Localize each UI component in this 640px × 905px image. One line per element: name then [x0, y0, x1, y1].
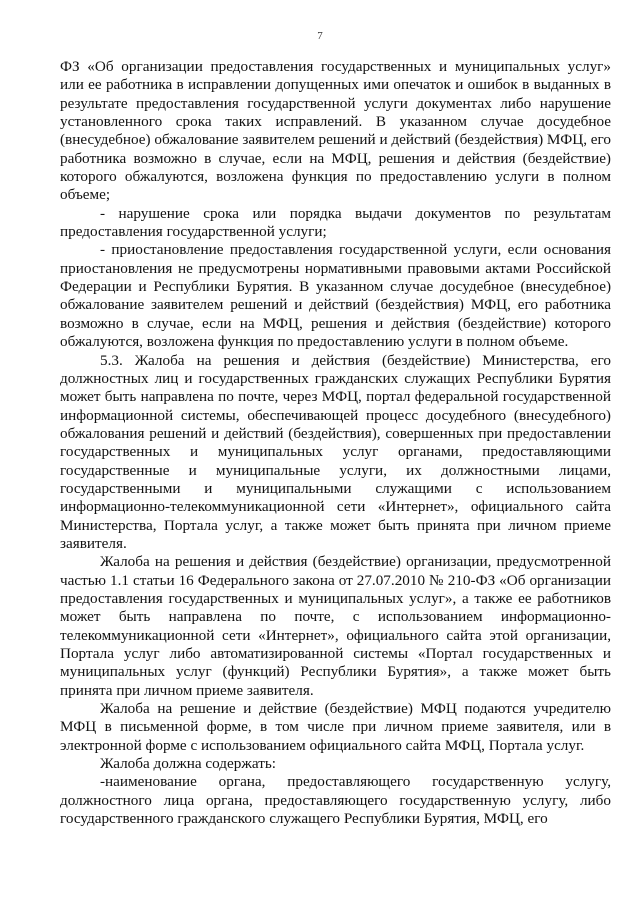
paragraph-6: Жалоба на решение и действие (бездействие) МФЦ подаются учредителю МФЦ в письменной форме, в том числе при личном приеме заявителя, или в электронной форме с использованием официального сайта МФЦ, Портала услуг. — [60, 700, 611, 754]
paragraph-4: 5.3. Жалоба на решения и действия (бездействие) Министерства, его должностных лиц и государственных гражданских служащих Республики Бурятия может быть направлена по почте, через МФЦ, портал федеральной государственной информационной системы, обеспечивающей процесс досудебного (внесудебного) обжалования решений и действий (бездействия), совершенных при предоставлении государственных и муниципальных услуг органами, предоставляющими государственные и муниципальные услуги, их должностными лицами, государственными и муниципальными служащими с использованием информационно-телекоммуникационной сети «Интернет», официального сайта Министерства, Портала услуг, а также может быть принята при личном приеме заявителя. — [60, 351, 611, 552]
paragraph-7: Жалоба должна содержать: — [100, 755, 276, 773]
page-number: 7 — [317, 30, 323, 42]
paragraph-1: ФЗ «Об организации предоставления государственных и муниципальных услуг» или ее работника в исправлении допущенных ими опечаток и ошибок в выданных в результате предоставления государственной услуги документах либо нарушение установленного срока таких исправлений. В указанном случае досудебное (внесудебное) обжалование заявителем решений и действий (бездействия) МФЦ, его работника возможно в случае, если на МФЦ, решения и действия (бездействие) которого обжалуются, возложена функция по предоставлению услуги в полном объеме; — [60, 58, 611, 204]
document-body — [60, 58, 611, 828]
paragraph-8: -наименование органа, предоставляющего государственную услугу, должностного лица органа, предоставляющего государственную услугу, либо государственного гражданского служащего Республики Бурятия, МФЦ, его — [60, 773, 611, 828]
paragraph-2: - нарушение срока или порядка выдачи документов по результатам предоставления государственной услуги; — [60, 204, 611, 241]
paragraph-3: - приостановление предоставления государственной услуги, если основания приостановления не предусмотрены нормативными правовыми актами Российской Федерации и Республики Бурятия. В указанном случае досудебное (внесудебное) обжалование заявителем решений и действий (бездействия) МФЦ, его работника возможно в случае, если на МФЦ, решения и действия (бездействие) которого обжалуются, возложена функция по предоставлению услуги в полном объеме. — [60, 241, 611, 351]
paragraph-5: Жалоба на решения и действия (бездействие) организации, предусмотренной частью 1.1 статьи 16 Федерального закона от 27.07.2010 № 210-ФЗ «Об организации предоставления государственных и муниципальных услуг», а также ее работников может быть направлена по почте, с использованием информационно-телекоммуникационной сети «Интернет», официального сайта этой организации, Портала услуг либо автоматизированной системы «Портал государственных и муниципальных услуг (функций) Республики Бурятия», а также может быть принята при личном приеме заявителя. — [60, 553, 611, 699]
